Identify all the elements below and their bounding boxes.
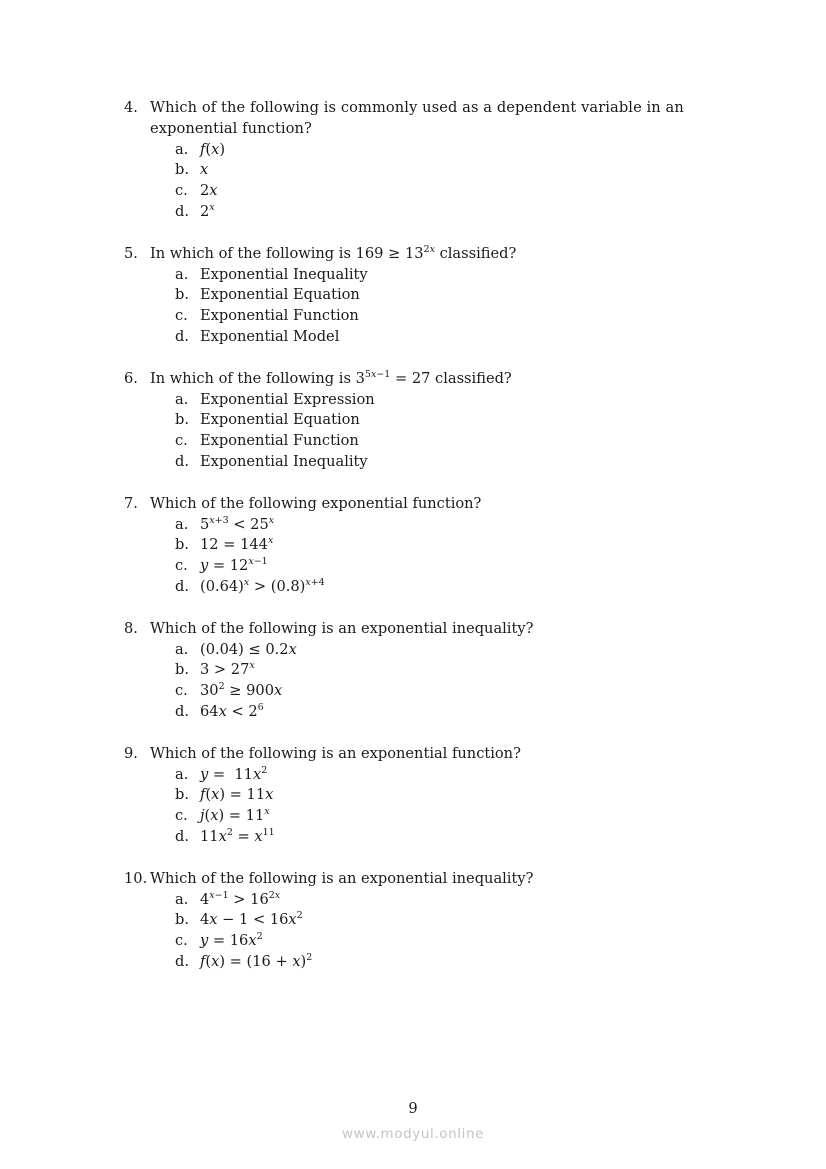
option-a xyxy=(175,515,724,536)
watermark: www.modyul.online xyxy=(341,1126,485,1142)
question-number: 5. xyxy=(124,244,138,262)
option-c xyxy=(175,681,724,702)
option-text: $12 = 144^x$ xyxy=(200,535,274,554)
question-number: 7. xyxy=(124,494,138,512)
option-b xyxy=(175,785,724,806)
question-7 xyxy=(124,494,724,598)
option-letter: c. xyxy=(175,932,188,950)
question-text: Which of the following is an exponential inequality? xyxy=(150,869,534,887)
option-letter: a. xyxy=(175,265,189,283)
page-number: 9 xyxy=(408,1100,418,1117)
option-c xyxy=(175,556,724,577)
option-text: Exponential Equation xyxy=(200,286,360,304)
option-b xyxy=(175,535,724,556)
option-letter: c. xyxy=(175,182,188,200)
option-a xyxy=(175,140,724,161)
option-text: (0.04) ≤ 0.2x xyxy=(200,640,297,658)
option-d xyxy=(175,827,724,848)
option-letter: c. xyxy=(175,307,188,325)
option-letter: d. xyxy=(175,952,189,970)
question-4 xyxy=(124,98,724,223)
option-text: $11x^2 = x^{11}$ xyxy=(200,826,275,845)
option-c xyxy=(175,181,724,202)
option-text: $4x - 1 < 16x^2$ xyxy=(200,910,303,929)
question-text: Which of the following is commonly used as a dependent variable in an exponential function? xyxy=(150,99,684,137)
option-letter: b. xyxy=(175,411,189,429)
question-9 xyxy=(124,744,724,848)
option-text: Exponential Inequality xyxy=(200,452,368,470)
option-text: $64x < 2^6$ xyxy=(200,701,264,720)
option-letter: b. xyxy=(175,286,189,304)
question-text: Which of the following exponential function? xyxy=(150,494,482,512)
question-5 xyxy=(124,244,724,348)
option-d xyxy=(175,702,724,723)
option-letter: d. xyxy=(175,452,189,470)
quiz-questions xyxy=(124,98,724,994)
option-c xyxy=(175,931,724,952)
option-text: f(x) = 11x xyxy=(200,786,274,804)
option-letter: c. xyxy=(175,682,188,700)
question-number: 9. xyxy=(124,744,138,762)
option-text: Exponential Function xyxy=(200,307,359,325)
option-letter: b. xyxy=(175,786,189,804)
question-text: Which of the following is an exponential function? xyxy=(150,744,521,762)
option-d xyxy=(175,952,724,973)
question-text: In which of the following is $169 \ge 13^{2x}$ classified? xyxy=(150,243,517,262)
option-b xyxy=(175,410,724,431)
option-text: $5^{x+3} < 25^x$ xyxy=(200,514,275,533)
option-letter: c. xyxy=(175,432,188,450)
option-d xyxy=(175,452,724,473)
option-letter: b. xyxy=(175,161,189,179)
question-number: 10. xyxy=(124,869,148,887)
option-text: f(x) xyxy=(200,140,226,158)
option-text: x xyxy=(200,161,209,179)
option-text: Exponential Model xyxy=(200,327,340,345)
option-text: Exponential Expression xyxy=(200,390,375,408)
option-c xyxy=(175,806,724,827)
option-letter: a. xyxy=(175,765,189,783)
question-number: 8. xyxy=(124,619,138,637)
option-text: $y = 12^{x-1}$ xyxy=(200,556,268,575)
question-number: 4. xyxy=(124,99,138,116)
option-d xyxy=(175,202,724,223)
option-a xyxy=(175,265,724,286)
option-text: Exponential Inequality xyxy=(200,265,368,283)
option-b xyxy=(175,285,724,306)
question-text: In which of the following is $3^{5x-1} = 27$ classified? xyxy=(150,368,512,387)
option-letter: b. xyxy=(175,661,189,679)
option-text: 2x xyxy=(200,182,218,200)
option-c xyxy=(175,306,724,327)
option-text: $y = 16x^2$ xyxy=(200,931,263,950)
option-letter: d. xyxy=(175,827,189,845)
option-a xyxy=(175,765,724,786)
option-a xyxy=(175,890,724,911)
option-letter: a. xyxy=(175,140,189,158)
option-b xyxy=(175,660,724,681)
option-letter: d. xyxy=(175,202,189,220)
option-letter: a. xyxy=(175,390,189,408)
option-letter: d. xyxy=(175,702,189,720)
option-b xyxy=(175,160,724,181)
option-letter: b. xyxy=(175,911,189,929)
option-letter: a. xyxy=(175,890,189,908)
question-text: Which of the following is an exponential inequality? xyxy=(150,619,534,637)
option-c xyxy=(175,431,724,452)
option-d xyxy=(175,577,724,598)
option-text: $(0.64)^x > (0.8)^{x+4}$ xyxy=(200,576,325,595)
option-letter: c. xyxy=(175,557,188,575)
question-10 xyxy=(124,869,724,973)
option-text: $y = 11x^2$ xyxy=(200,764,268,783)
question-8 xyxy=(124,619,724,723)
option-text: Exponential Equation xyxy=(200,411,360,429)
option-letter: c. xyxy=(175,807,188,825)
option-letter: d. xyxy=(175,327,189,345)
option-text: $j(x) = 11^x$ xyxy=(200,806,270,825)
option-letter: a. xyxy=(175,640,189,658)
option-a xyxy=(175,640,724,661)
question-number: 6. xyxy=(124,369,138,387)
option-letter: d. xyxy=(175,577,189,595)
option-letter: a. xyxy=(175,515,189,533)
option-text: Exponential Function xyxy=(200,432,359,450)
option-text: $30^2 \ge 900x$ xyxy=(200,681,283,700)
option-text: $3 > 27^x$ xyxy=(200,660,255,679)
question-6 xyxy=(124,369,724,473)
option-letter: b. xyxy=(175,536,189,554)
option-text: $4^{x-1} > 16^{2x}$ xyxy=(200,889,281,908)
option-a xyxy=(175,390,724,411)
option-b xyxy=(175,910,724,931)
option-d xyxy=(175,327,724,348)
option-text: $f(x) = (16 + x)^2$ xyxy=(200,951,313,970)
option-text: 2$^x$ xyxy=(200,201,215,220)
